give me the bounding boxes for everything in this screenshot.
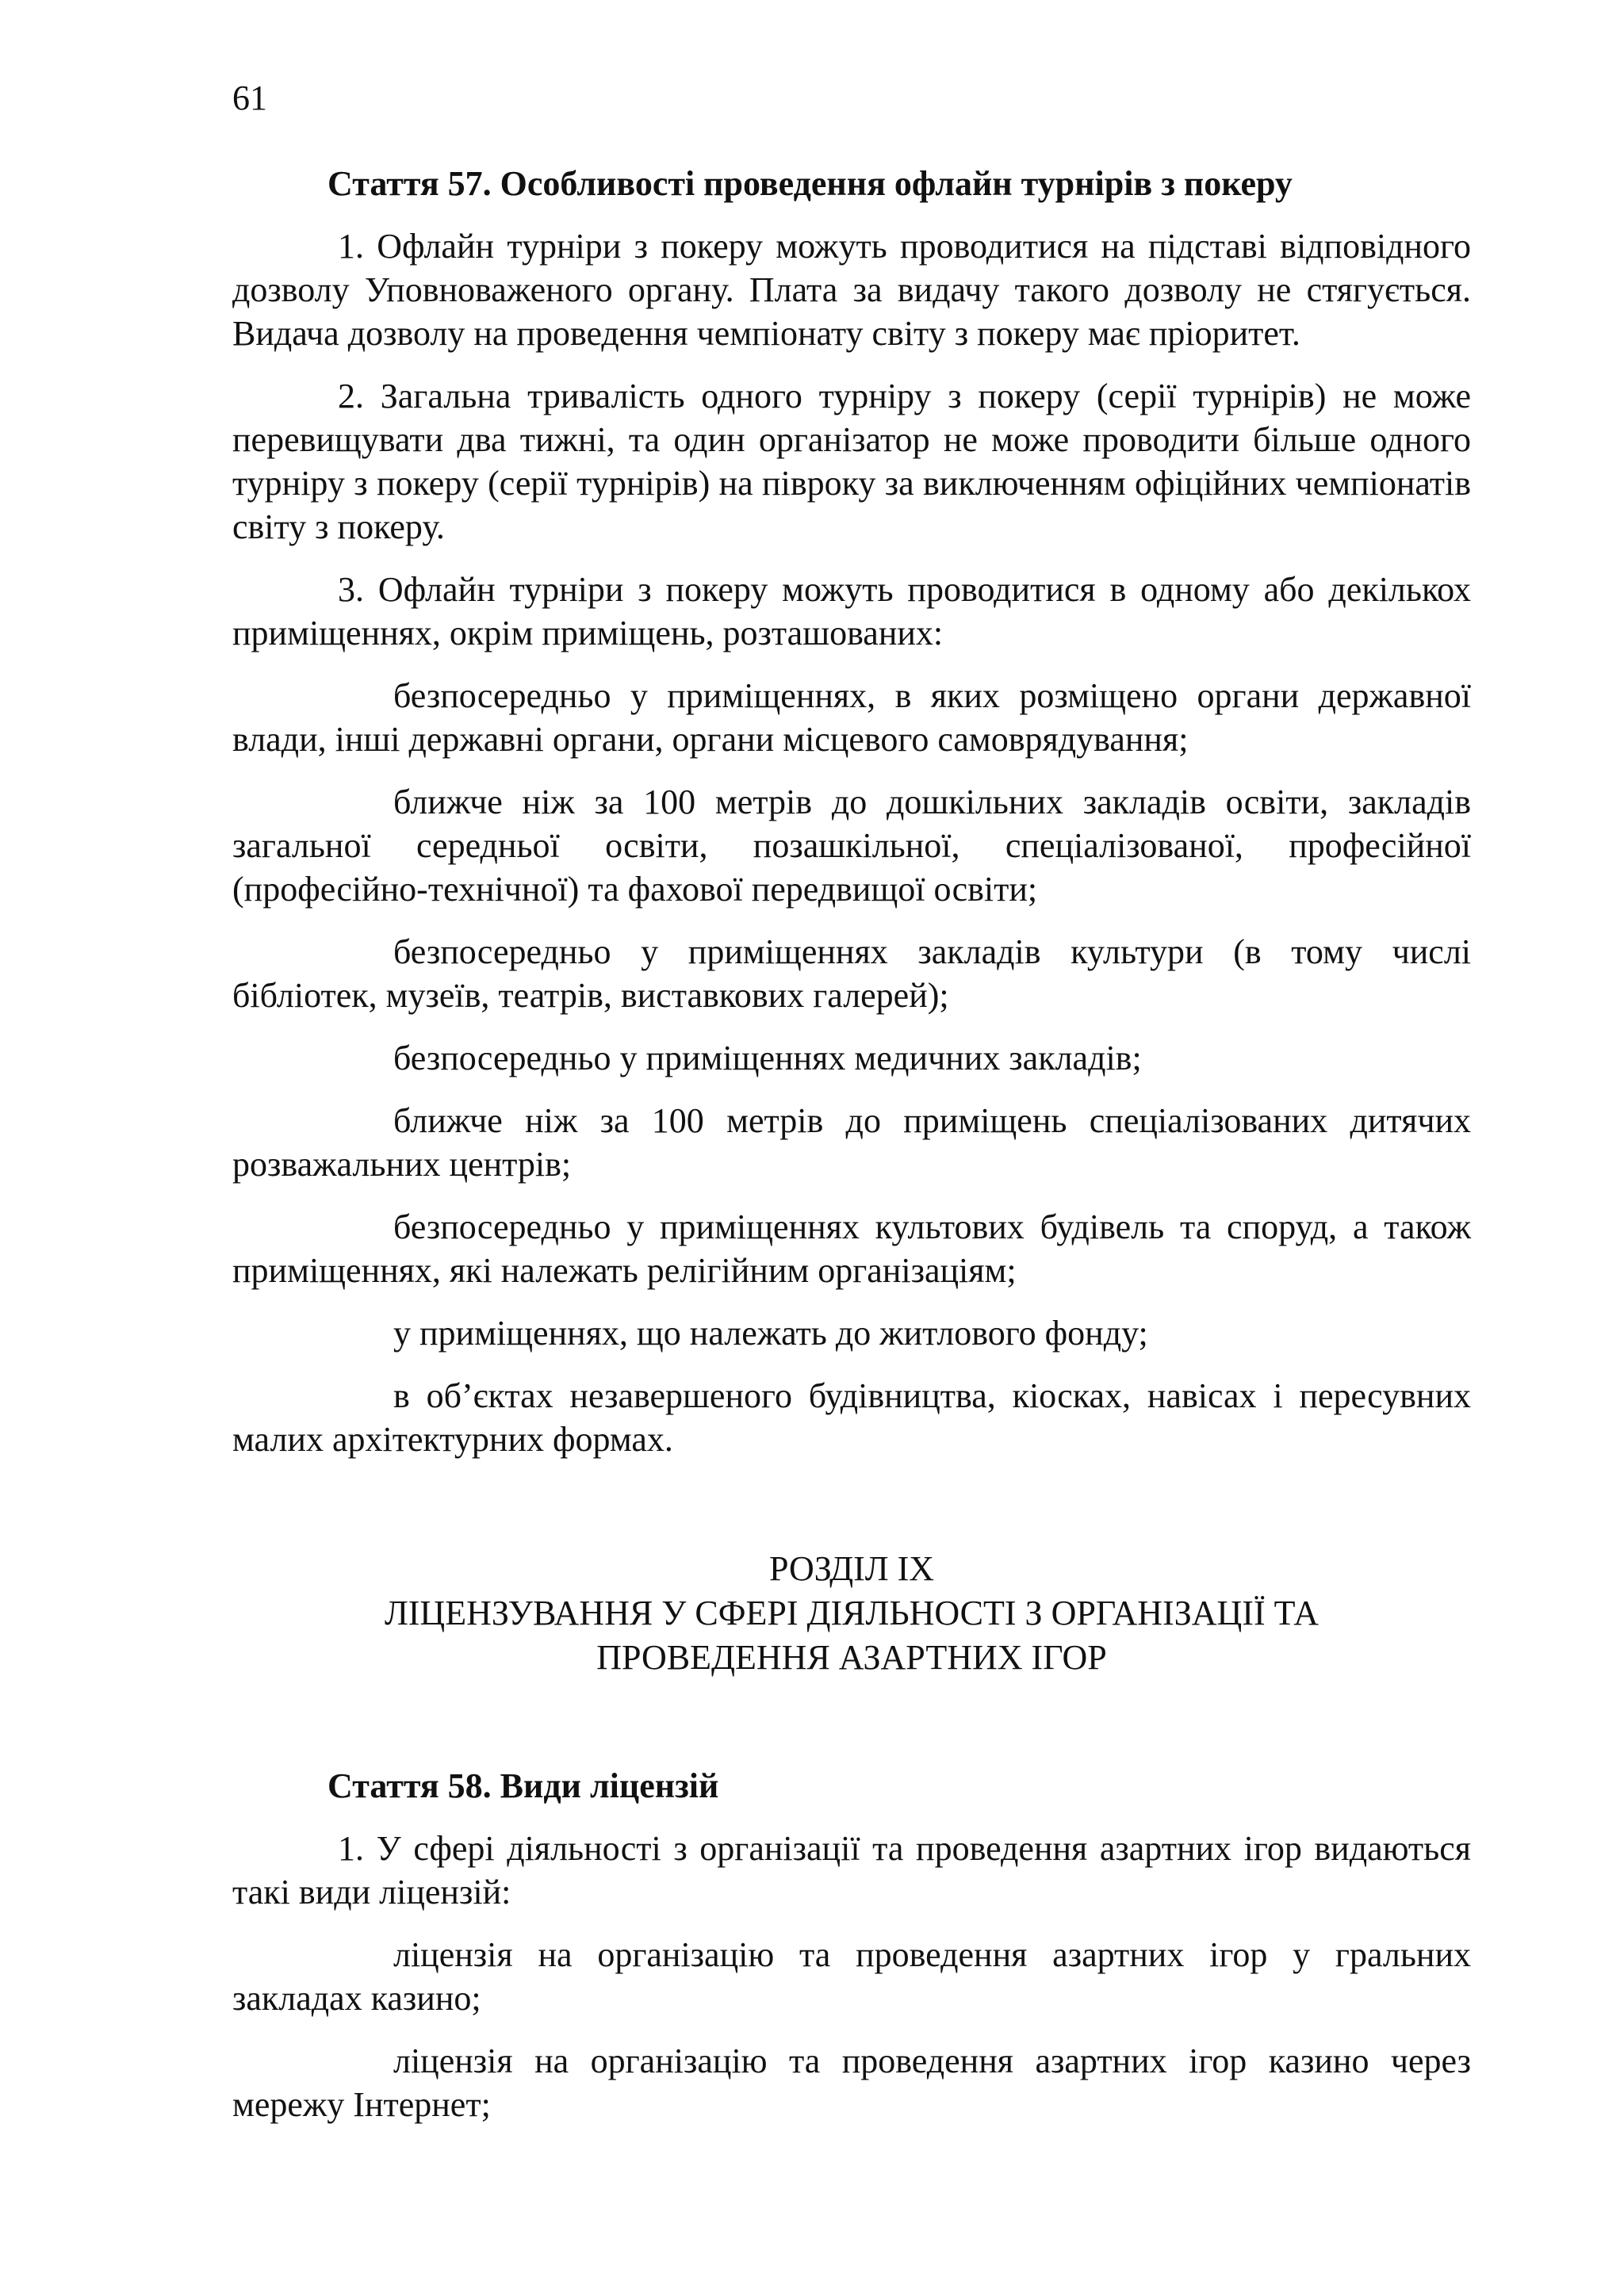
section-title-line-2: ПРОВЕДЕННЯ АЗАРТНИХ ІГОР	[596, 1638, 1107, 1677]
section-title-line-1: ЛІЦЕНЗУВАННЯ У СФЕРІ ДІЯЛЬНОСТІ З ОРГАНІЗАЦІЇ ТА	[384, 1594, 1320, 1632]
list-item: в об’єктах незавершеного будівництва, кіосках, навісах і пересувних малих архітектурних формах.	[232, 1376, 1471, 1459]
article-58-paragraph-1: 1. У сфері діяльності з організації та проведення азартних ігор видаються такі види ліцензій:	[232, 1829, 1471, 1911]
article-57-title: Стаття 57. Особливості проведення офлайн турнірів з покеру	[327, 164, 1293, 203]
document-body	[232, 162, 1471, 2145]
section-heading	[232, 1547, 1471, 1680]
section-number: РОЗДІЛ IX	[768, 1549, 935, 1588]
list-item: ближче ніж за 100 метрів до приміщень спеціалізованих дитячих розважальних центрів;	[232, 1101, 1471, 1184]
article-57-paragraph-3: 3. Офлайн турніри з покеру можуть проводитися в одному або декількох приміщеннях, окрім приміщень, розташованих:	[232, 570, 1471, 652]
list-item: безпосередньо у приміщеннях культових будівель та споруд, а також приміщеннях, які належать релігійним організаціям;	[232, 1207, 1471, 1290]
list-item: безпосередньо у приміщеннях закладів культури (в тому числі бібліотек, музеїв, театрів, виставкових галерей);	[232, 932, 1471, 1015]
list-item: ближче ніж за 100 метрів до дошкільних закладів освіти, закладів загальної середньої освіти, позашкільної, спеціалізованої, професійної (професійно-технічної) та фахової передвищої освіти;	[232, 783, 1471, 909]
list-item: ліцензія на організацію та проведення азартних ігор казино через мережу Інтернет;	[232, 2042, 1471, 2124]
list-item: безпосередньо у приміщеннях, в яких розміщено органи державної влади, інші державні органи, органи місцевого самоврядування;	[232, 676, 1471, 759]
list-item: у приміщеннях, що належать до житлового фонду;	[393, 1314, 1148, 1353]
page-number: 61	[232, 78, 267, 117]
article-58-title: Стаття 58. Види ліцензій	[327, 1766, 719, 1805]
list-item: безпосередньо у приміщеннях медичних закладів;	[393, 1039, 1142, 1077]
article-57-paragraph-1: 1. Офлайн турніри з покеру можуть проводитися на підставі відповідного дозволу Уповноваженого органу. Плата за видачу такого дозволу не стягується. Видача дозволу на проведення чемпіонату світу з покеру має пріоритет.	[232, 227, 1471, 353]
article-57-paragraph-2: 2. Загальна тривалість одного турніру з покеру (серії турнірів) не може перевищувати два тижні, та один організатор не може проводити більше одного турніру з покеру (серії турнірів) на півроку за виключенням офіційних чемпіонатів світу з покеру.	[232, 377, 1471, 546]
list-item: ліцензія на організацію та проведення азартних ігор у гральних закладах казино;	[232, 1935, 1471, 2018]
